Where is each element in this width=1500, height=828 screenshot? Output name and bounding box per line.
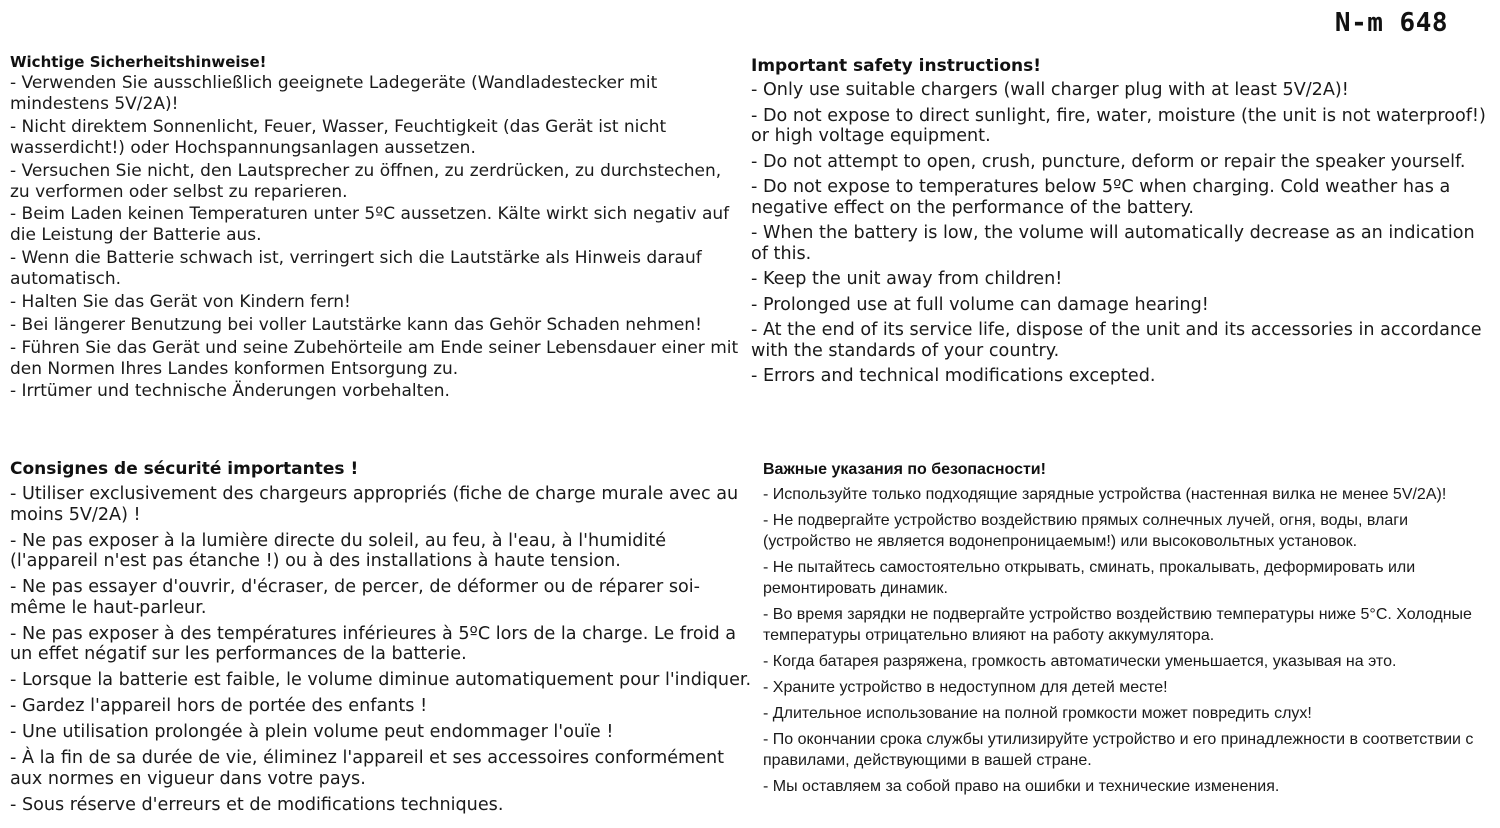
list-item: - Utiliser exclusivement des chargeurs appropriés (fiche de charge murale avec au moins 5V/2A) ! bbox=[10, 484, 739, 525]
list-item: - Keep the unit away from children! bbox=[751, 269, 1063, 289]
safety-section-english bbox=[751, 55, 1496, 392]
list-item: - Когда батарея разряжена, громкость автоматически уменьшается, указывая на это. bbox=[763, 653, 1397, 670]
list-item: - Не пытайтесь самостоятельно открывать, сминать, прокалывать, деформировать или ремонтировать динамик. bbox=[763, 559, 1416, 597]
list-item: - Gardez l'appareil hors de portée des enfants ! bbox=[10, 696, 428, 716]
list-item: - Do not expose to direct sunlight, fire, water, moisture (the unit is not waterproof!) or high voltage equipment. bbox=[751, 105, 1486, 146]
list-item: - Do not expose to temperatures below 5ºC when charging. Cold weather has a negative effect on the performance of the battery. bbox=[751, 177, 1451, 218]
list-item: - At the end of its service life, dispose of the unit and its accessories in accordance with the standards of your country. bbox=[751, 320, 1482, 361]
list-item: - Prolonged use at full volume can damage hearing! bbox=[751, 294, 1209, 315]
list-item: - Une utilisation prolongée à plein volume peut endommager l'ouïe ! bbox=[10, 722, 614, 742]
instruction-list bbox=[10, 73, 740, 402]
list-item: - Во время зарядки не подвергайте устройство воздействию температуры ниже 5°C. Холодные температуры отрицательно влияют на работу аккумулятора. bbox=[763, 606, 1472, 644]
list-item: - Ne pas exposer à des températures inférieures à 5ºC lors de la charge. Le froid a un effet négatif sur les performances de la batterie. bbox=[10, 623, 737, 664]
list-item: - Длительное использование на полной громкости может повредить слух! bbox=[763, 705, 1312, 722]
safety-section-french bbox=[10, 458, 755, 821]
list-item: - Errors and technical modifications excepted. bbox=[751, 366, 1156, 386]
section-heading: Важные указания по безопасности! bbox=[763, 461, 1046, 478]
list-item: - Wenn die Batterie schwach ist, verringert sich die Lautstärke als Hinweis darauf automatisch. bbox=[10, 248, 702, 290]
safety-section-russian bbox=[763, 459, 1498, 802]
list-item: - Храните устройство в недоступном для детей месте! bbox=[763, 679, 1168, 696]
section-heading: Wichtige Sicherheitshinweise! bbox=[10, 53, 267, 71]
list-item: - When the battery is low, the volume will automatically decrease as an indication of this. bbox=[751, 223, 1475, 264]
list-item: - Lorsque la batterie est faible, le volume diminue automatiquement pour l'indiquer. bbox=[10, 670, 752, 690]
list-item: - À la fin de sa durée de vie, éliminez l'appareil et ses accessoires conformément aux normes en vigueur dans votre pays. bbox=[10, 748, 725, 789]
list-item: - Beim Laden keinen Temperaturen unter 5ºC aussetzen. Kälte wirkt sich negativ auf die Leistung der Batterie aus. bbox=[10, 204, 730, 246]
list-item: - Irrtümer und technische Änderungen vorbehalten. bbox=[10, 381, 450, 402]
list-item: - Bei längerer Benutzung bei voller Lautstärke kann das Gehör Schaden nehmen! bbox=[10, 314, 702, 335]
list-item: - Führen Sie das Gerät und seine Zubehörteile am Ende seiner Lebensdauer einer mit den Normen Ihres Landes konformen Entsorgung zu. bbox=[10, 337, 739, 379]
list-item: - Only use suitable chargers (wall charger plug with at least 5V/2A)! bbox=[751, 80, 1349, 100]
list-item: - Используйте только подходящие зарядные устройства (настенная вилка не менее 5V/2A)! bbox=[763, 486, 1447, 503]
list-item: - Halten Sie das Gerät von Kindern fern! bbox=[10, 291, 351, 312]
list-item: - Ne pas essayer d'ouvrir, d'écraser, de percer, de déformer ou de réparer soi-même le haut-parleur. bbox=[10, 577, 700, 618]
list-item: - Не подвергайте устройство воздействию прямых солнечных лучей, огня, воды, влаги (устройство не является водонепроницаемым!) или высоковольтных установок. bbox=[763, 512, 1409, 550]
safety-section-german bbox=[10, 52, 740, 404]
instruction-list bbox=[751, 80, 1496, 387]
list-item: - Verwenden Sie ausschließlich geeignete Ladegeräte (Wandladestecker mit mindestens 5V/2A)! bbox=[10, 73, 658, 114]
list-item: - Мы оставляем за собой право на ошибки и технические изменения. bbox=[763, 778, 1280, 795]
document-code: N-m 648 bbox=[1334, 8, 1448, 38]
list-item: - Sous réserve d'erreurs et de modifications techniques. bbox=[10, 794, 504, 815]
list-item: - По окончании срока службы утилизируйте устройство и его принадлежности в соответствии с правилами, действующими в вашей стране. bbox=[763, 731, 1474, 769]
instruction-list bbox=[763, 484, 1498, 797]
list-item: - Versuchen Sie nicht, den Lautsprecher zu öffnen, zu zerdrücken, zu durchstechen, zu verformen oder selbst zu reparieren. bbox=[10, 160, 722, 202]
list-item: - Nicht direktem Sonnenlicht, Feuer, Wasser, Feuchtigkeit (das Gerät ist nicht wasserdicht!) oder Hochspannungsanlagen aussetzen. bbox=[10, 116, 667, 158]
section-heading: Important safety instructions! bbox=[751, 56, 1042, 76]
instruction-list bbox=[10, 484, 755, 815]
list-item: - Do not attempt to open, crush, puncture, deform or repair the speaker yourself. bbox=[751, 151, 1466, 172]
list-item: - Ne pas exposer à la lumière directe du soleil, au feu, à l'eau, à l'humidité (l'appareil n'est pas étanche !) ou à des installations à haute tension. bbox=[10, 530, 667, 571]
section-heading: Consignes de sécurité importantes ! bbox=[10, 459, 359, 479]
